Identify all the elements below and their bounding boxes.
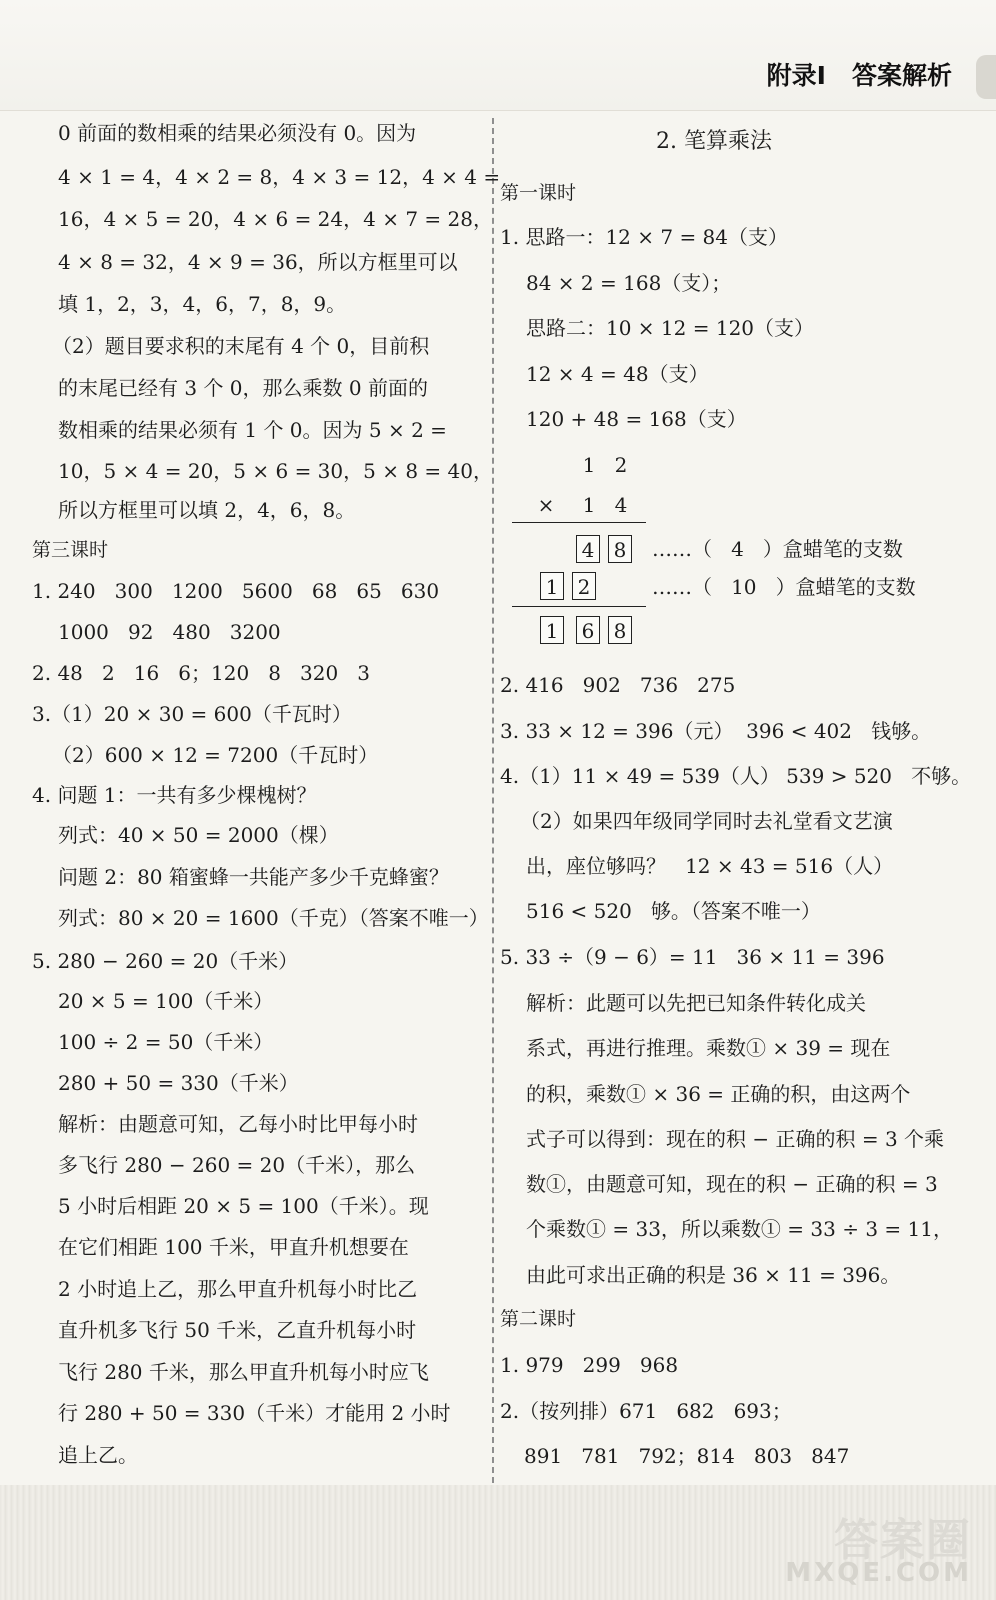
partial-note: ……（ 4 ）盒蜡笔的支数: [652, 537, 903, 561]
text-line: 1. 思路一：12 × 7 = 84（支）: [500, 225, 789, 249]
text-line: 的末尾已经有 3 个 0，那么乘数 0 前面的: [58, 376, 428, 400]
text-line: 数①，由题意可知，现在的积 − 正确的积 = 3: [526, 1172, 938, 1196]
column-divider: [492, 118, 494, 1483]
text-line: 式子可以得到：现在的积 − 正确的积 = 3 个乘: [526, 1127, 945, 1151]
text-line: 填 1，2，3，4，6，7，8，9。: [58, 292, 347, 316]
text-line: 1. 240 300 1200 5600 68 65 630: [32, 579, 440, 603]
rule-line: [512, 606, 646, 607]
text-line: 2.（按列排）671 682 693；: [500, 1399, 792, 1423]
answer-box: 4: [576, 535, 600, 563]
text-line: 0 前面的数相乘的结果必须没有 0。因为: [58, 121, 417, 145]
text-line: 4. 问题 1：一共有多少棵槐树？: [32, 783, 317, 807]
text-line: 280 + 50 = 330（千米）: [58, 1071, 299, 1095]
text-line: 解析：此题可以先把已知条件转化成关: [526, 991, 866, 1015]
text-line: 思路二：10 × 12 = 120（支）: [526, 316, 815, 340]
lesson-heading: 第一课时: [500, 182, 577, 204]
text-line: 2 小时追上乙，那么甲直升机每小时比乙: [58, 1277, 418, 1301]
text-line: 直升机多飞行 50 千米，乙直升机每小时: [58, 1318, 417, 1342]
header-title: 附录Ⅰ 答案解析: [766, 61, 952, 90]
multiply-sign: ×: [537, 493, 555, 517]
answer-box: 2: [572, 572, 596, 600]
digit: 4: [614, 493, 628, 517]
text-line: 120 + 48 = 168（支）: [526, 407, 747, 431]
lesson-heading: 第二课时: [500, 1308, 577, 1330]
digit: 2: [614, 453, 628, 477]
answer-box: 6: [576, 616, 600, 644]
digit: 1: [582, 453, 596, 477]
text-line: 系式，再进行推理。乘数① × 39 = 现在: [526, 1036, 891, 1060]
text-line: 2. 48 2 16 6；120 8 320 3: [32, 661, 371, 685]
text-line: 5. 33 ÷（9 − 6）= 11 36 × 11 = 396: [500, 945, 885, 969]
watermark-logo: 答案圈: [834, 1515, 972, 1566]
text-line: 追上乙。: [58, 1443, 138, 1467]
text-line: 3.（1）20 × 30 = 600（千瓦时）: [32, 702, 352, 726]
text-line: 列式：40 × 50 = 2000（棵）: [58, 823, 339, 847]
text-line: 列式：80 × 20 = 1600（千克）（答案不唯一）: [58, 906, 489, 930]
text-line: 4.（1）11 × 49 = 539（人） 539 > 520 不够。: [500, 764, 972, 788]
text-line: 的积，乘数① × 36 = 正确的积，由这两个: [526, 1082, 911, 1106]
text-line: 所以方框里可以填 2，4，6，8。: [58, 498, 356, 522]
text-line: 飞行 280 千米，那么甲直升机每小时应飞: [58, 1360, 429, 1384]
text-line: 由此可求出正确的积是 36 × 11 = 396。: [526, 1263, 901, 1287]
text-line: 12 × 4 = 48（支）: [526, 362, 709, 386]
text-line: 4 × 1 = 4，4 × 2 = 8，4 × 3 = 12，4 × 4 =: [58, 165, 501, 189]
text-line: 3. 33 × 12 = 396（元） 396 < 402 钱够。: [500, 719, 932, 743]
text-line: 5. 280 − 260 = 20（千米）: [32, 949, 299, 973]
text-line: 个乘数① = 33，所以乘数① = 33 ÷ 3 = 11，: [526, 1217, 953, 1241]
rule-line: [512, 522, 646, 523]
text-line: 数相乘的结果必须有 1 个 0。因为 5 × 2 =: [58, 418, 447, 442]
answer-box: 1: [540, 616, 564, 644]
answer-box: 8: [608, 535, 632, 563]
answer-box: 1: [540, 572, 564, 600]
text-line: 2. 416 902 736 275: [500, 673, 736, 697]
lesson-heading: 第三课时: [32, 539, 109, 561]
text-line: 891 781 792；814 803 847: [524, 1444, 850, 1468]
text-line: （2）600 × 12 = 7200（千瓦时）: [52, 743, 379, 767]
page-edge-tab: [976, 55, 996, 99]
text-line: 84 × 2 = 168（支）；: [526, 271, 732, 295]
text-line: （2）如果四年级同学同时去礼堂看文艺演: [520, 809, 893, 833]
text-line: 问题 2：80 箱蜜蜂一共能产多少千克蜂蜜？: [58, 865, 449, 889]
text-line: 100 ÷ 2 = 50（千米）: [58, 1030, 274, 1054]
text-line: 出，座位够吗？ 12 × 43 = 516（人）: [526, 854, 894, 878]
text-line: 行 280 + 50 = 330（千米）才能用 2 小时: [58, 1401, 451, 1425]
text-line: （2）题目要求积的末尾有 4 个 0，目前积: [52, 334, 430, 358]
text-line: 解析：由题意可知，乙每小时比甲每小时: [58, 1112, 418, 1136]
text-line: 在它们相距 100 千米，甲直升机想要在: [58, 1235, 409, 1259]
text-line: 516 < 520 够。（答案不唯一）: [526, 899, 821, 923]
digit: 1: [582, 493, 596, 517]
text-line: 5 小时后相距 20 × 5 = 100（千米）。现: [58, 1194, 429, 1218]
text-line: 16，4 × 5 = 20，4 × 6 = 24，4 × 7 = 28，: [58, 207, 493, 231]
section-title: 2. 笔算乘法: [656, 129, 772, 154]
watermark-domain: MXQE.COM: [785, 1558, 972, 1588]
answer-box: 8: [608, 616, 632, 644]
text-line: 20 × 5 = 100（千米）: [58, 989, 274, 1013]
page-header: [0, 0, 996, 111]
text-line: 1000 92 480 3200: [58, 620, 281, 644]
text-line: 1. 979 299 968: [500, 1353, 679, 1377]
text-line: 4 × 8 = 32，4 × 9 = 36，所以方框里可以: [58, 250, 458, 274]
partial-note: ……（ 10 ）盒蜡笔的支数: [652, 575, 916, 599]
text-line: 10，5 × 4 = 20，5 × 6 = 30，5 × 8 = 40，: [58, 459, 493, 483]
text-line: 多飞行 280 − 260 = 20（千米），那么: [58, 1153, 416, 1177]
